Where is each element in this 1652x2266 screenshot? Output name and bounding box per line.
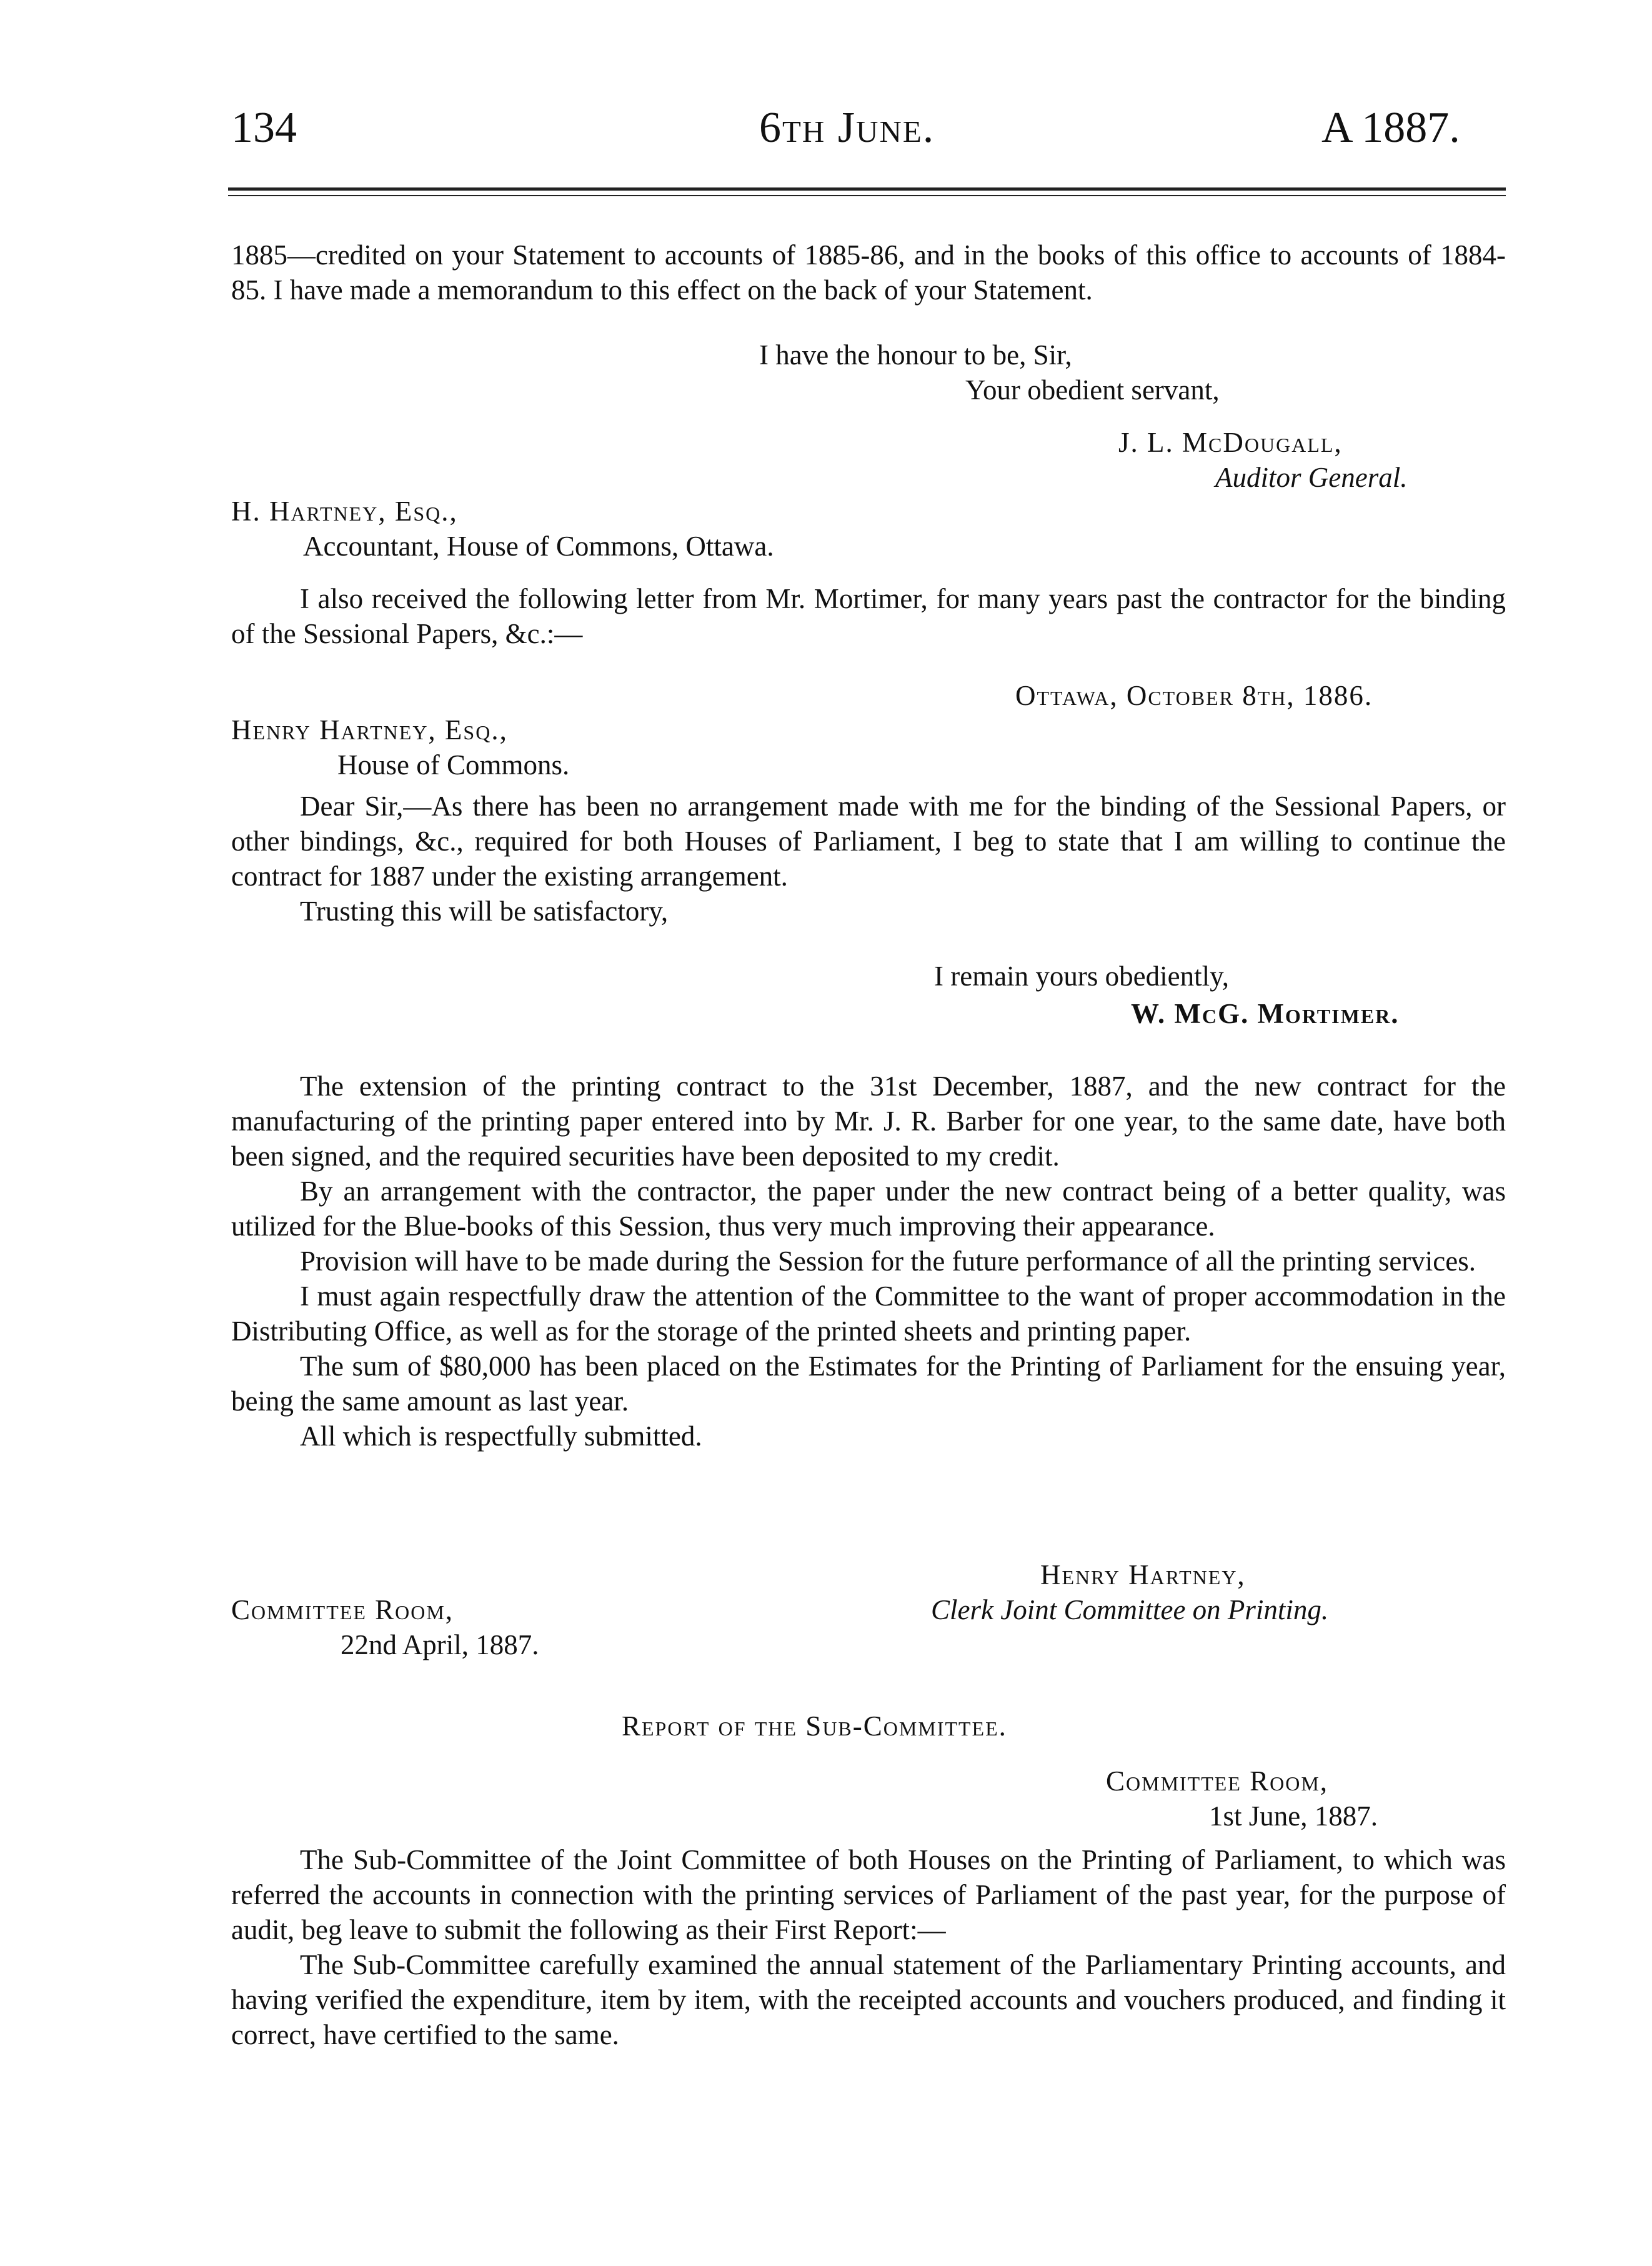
subcommittee-location: Committee Room, [1106,1765,1329,1797]
letter1-signer-title: Auditor General. [1215,462,1408,493]
letter1-signer-name: J. L. McDougall, [1118,427,1343,458]
intro-text: I also received the following letter from Mr. Mortimer, for many years past the contractor for the binding of the Sessional Papers, &c.:— [231,583,1506,649]
report-location: Committee Room, [231,1594,454,1625]
report-paragraph-5: The sum of $80,000 has been placed on the Estimates for the Printing of Parliament for the ensuing year, being the same amount as last year. [231,1350,1506,1417]
subcommittee-heading: Report of the Sub-Committee. [622,1710,1007,1742]
page-date: 6th June. [759,104,935,152]
page-year: A 1887. [1321,104,1460,152]
letter2-body [231,789,1506,929]
letter1-text: 1885—credited on your Statement to accounts of 1885-86, and in the books of this office to accounts of 1884-85. I have made a memorandum to this effect on the back of your Statement. [231,239,1506,306]
letter1-addressee-line2: Accountant, House of Commons, Ottawa. [303,531,774,562]
letter2-addressee-name: Henry Hartney, Esq., [231,714,508,746]
page-number: 134 [231,104,297,152]
subcommittee-paragraph-2: The Sub-Committee carefully examined the annual statement of the Parliamentary Printing accounts, and having verified the expenditure, item by item, with the receipted accounts and vouchers produced, and finding it correct, have certified to the same. [231,1949,1506,2050]
intro-paragraph [231,581,1506,651]
report-signer-name: Henry Hartney, [1040,1559,1246,1590]
subcommittee-paragraph-1: The Sub-Committee of the Joint Committee of both Houses on the Printing of Parliament, to which was referred the accounts in connection with the printing services of Parliament of the past year, for the purpose of audit, beg leave to submit the following as their First Report:— [231,1844,1506,1945]
subcommittee-body [231,1842,1506,2052]
subcommittee-date: 1st June, 1887. [1209,1800,1378,1832]
report-paragraph-2: By an arrangement with the contractor, the paper under the new contract being of a better quality, was utilized for the Blue-books of this Session, thus very much improving their appearance. [231,1175,1506,1242]
letter1-closing-2: Your obedient servant, [965,374,1220,406]
report-body [231,1069,1506,1454]
letter2-place-date: Ottawa, October 8th, 1886. [1015,680,1373,711]
letter1-addressee-name: H. Hartney, Esq., [231,496,458,527]
report-date: 22nd April, 1887. [341,1629,539,1660]
report-paragraph-1: The extension of the printing contract to the 31st December, 1887, and the new contract for the manufacturing of the printing paper entered into by Mr. J. R. Barber for one year, to the same date, have both been signed, and the required securities have been deposited to my credit. [231,1071,1506,1172]
report-paragraph-3: Provision will have to be made during the Session for the future performance of all the printing services. [300,1245,1476,1277]
letter2-body-text: Dear Sir,—As there has been no arrangement made with me for the binding of the Sessional Papers, or other bindings, &c., required for both Houses of Parliament, I beg to state that I am willing to continue the contract for 1887 under the existing arrangement. [231,791,1506,892]
letter1-closing-1: I have the honour to be, Sir, [759,339,1072,371]
letter1-body [231,237,1506,307]
letter2-trusting: Trusting this will be satisfactory, [300,896,669,927]
letter2-addressee-line2: House of Commons. [337,749,570,781]
report-paragraph-4: I must again respectfully draw the attention of the Committee to the want of proper accommodation in the Distributing Office, as well as for the storage of the printed sheets and printing paper. [231,1280,1506,1347]
header-rule-thick [228,187,1506,191]
letter2-signer: W. McG. Mortimer. [1131,998,1400,1029]
report-paragraph-6: All which is respectfully submitted. [300,1420,702,1452]
letter2-closing: I remain yours obediently, [934,961,1229,992]
report-signer-title: Clerk Joint Committee on Printing. [931,1594,1329,1625]
header-rule-thin [228,195,1506,196]
